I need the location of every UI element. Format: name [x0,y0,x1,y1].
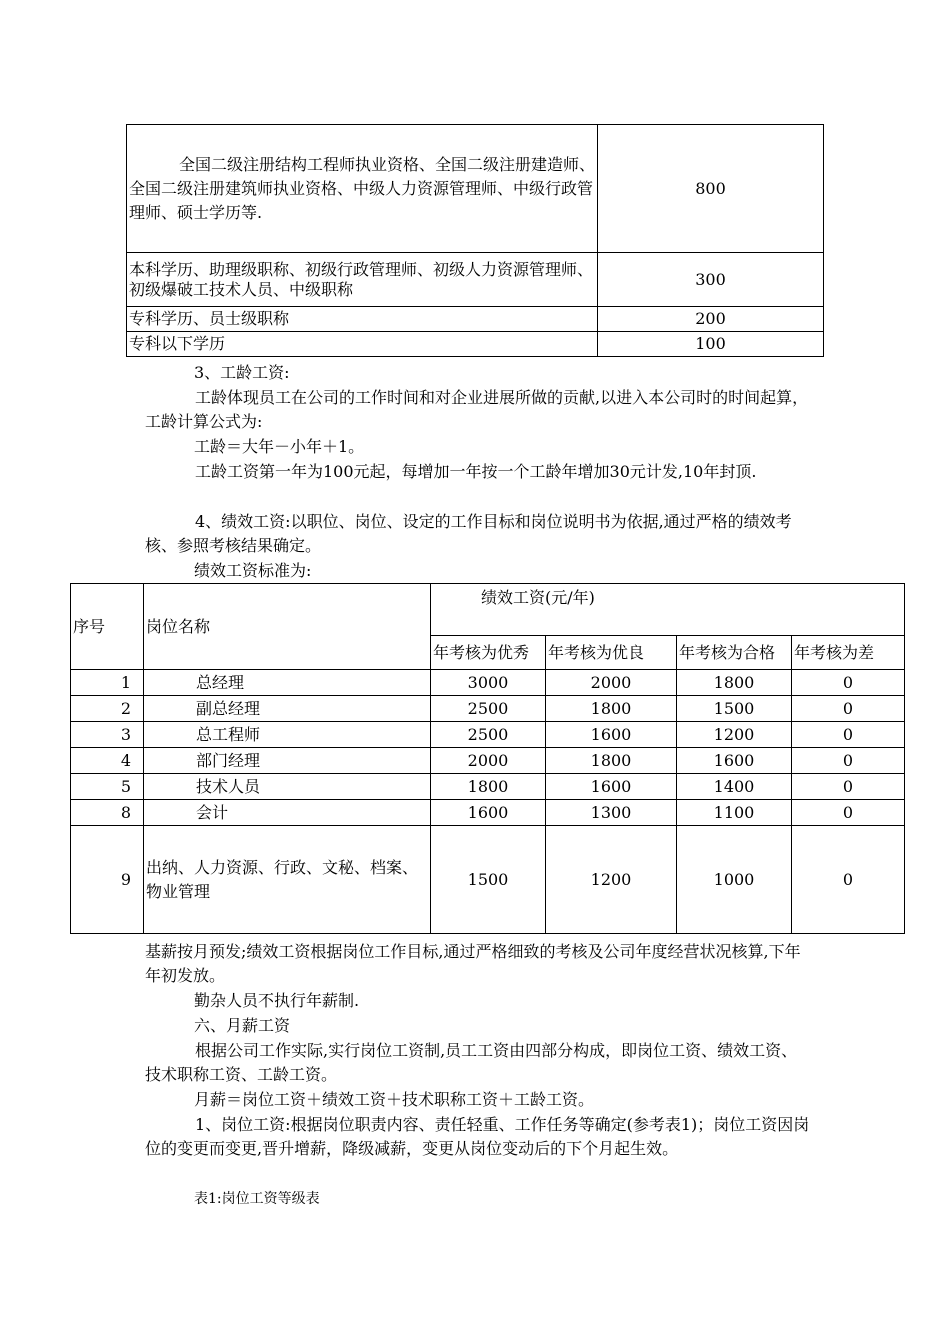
qual-desc: 专科以下学历 [127,332,598,357]
cell-excellent: 2500 [431,722,546,748]
qual-desc: 专科学历、员士级职称 [127,307,598,332]
table-row [71,826,905,934]
cell-pass: 1000 [677,826,792,934]
cell-excellent: 1800 [431,774,546,800]
cell-poor: 0 [792,748,905,774]
qualification-table [126,124,824,357]
row-name: 会计 [144,800,431,826]
table-row [71,696,905,722]
seniority-heading: 3、工龄工资: [194,363,290,382]
seniority-formula: 工龄＝大年－小年＋1。 [194,437,365,456]
row-name: 出纳、人力资源、行政、文秘、档案、物业管理 [144,826,431,934]
header-name: 岗位名称 [144,584,431,670]
performance-text: 4、绩效工资:以职位、岗位、设定的工作目标和岗位说明书为依据,通过严格的绩效考核、参照考核结果确定。 [145,512,792,555]
row-name: 技术人员 [144,774,431,800]
cell-pass: 1400 [677,774,792,800]
row-index: 3 [71,722,144,748]
table-row [71,774,905,800]
cell-poor: 0 [792,800,905,826]
row-index: 2 [71,696,144,722]
qual-value: 100 [598,332,824,357]
seniority-pay-text: 工龄工资第一年为100元起，每增加一年按一个工龄年增加30元计发,10年封顶. [195,462,757,481]
cell-good: 2000 [546,670,677,696]
monthly-basis-text: 根据公司工作实际,实行岗位工资制,员工工资由四部分构成，即岗位工资、绩效工资、技术职称工资、工龄工资。 [145,1041,798,1084]
row-index: 9 [71,826,144,934]
cell-excellent: 1600 [431,800,546,826]
table-header-row [71,584,905,636]
header-col: 年考核为合格 [677,636,792,670]
row-index: 8 [71,800,144,826]
cell-pass: 1800 [677,670,792,696]
cell-excellent: 2000 [431,748,546,774]
cell-excellent: 1500 [431,826,546,934]
cell-pass: 1100 [677,800,792,826]
qual-desc: 全国二级注册结构工程师执业资格、全国二级注册建造师、全国二级注册建筑师执业资格、中级人力资源管理师、中级行政管理师、硕士学历等. [127,125,598,253]
header-index: 序号 [71,584,144,670]
table-row [127,332,824,357]
cell-pass: 1500 [677,696,792,722]
table-row [71,722,905,748]
cell-poor: 0 [792,696,905,722]
position-pay-text: 1、岗位工资:根据岗位职责内容、责任轻重、工作任务等确定(参考表1)；岗位工资因岗位的变更而变更,晋升增薪，降级减薪，变更从岗位变动后的下个月起生效。 [145,1115,810,1158]
cell-good: 1600 [546,722,677,748]
row-name: 副总经理 [144,696,431,722]
cell-good: 1200 [546,826,677,934]
base-salary-text: 基薪按月预发;绩效工资根据岗位工作目标,通过严格细致的考核及公司年度经营状况核算,下年年初发放。 [145,942,801,985]
cell-pass: 1600 [677,748,792,774]
table-row [127,253,824,307]
row-name: 总工程师 [144,722,431,748]
cell-good: 1800 [546,748,677,774]
qual-value: 200 [598,307,824,332]
header-group: 绩效工资(元/年) [431,584,905,636]
cell-pass: 1200 [677,722,792,748]
cell-excellent: 3000 [431,670,546,696]
row-index: 1 [71,670,144,696]
cell-poor: 0 [792,670,905,696]
row-index: 5 [71,774,144,800]
header-col: 年考核为优秀 [431,636,546,670]
table-row [71,748,905,774]
seniority-text: 工龄体现员工在公司的工作时间和对企业进展所做的贡献,以进入本公司时的时间起算，工龄计算公式为: [145,388,809,431]
cell-poor: 0 [792,774,905,800]
section-six-heading: 六、月薪工资 [194,1016,291,1035]
cell-good: 1800 [546,696,677,722]
qual-value: 800 [598,125,824,253]
cell-excellent: 2500 [431,696,546,722]
header-col: 年考核为差 [792,636,905,670]
table-row [71,800,905,826]
table-row [127,307,824,332]
header-col: 年考核为优良 [546,636,677,670]
misc-staff-text: 勤杂人员不执行年薪制. [194,991,360,1010]
qual-desc: 本科学历、助理级职称、初级行政管理师、初级人力资源管理师、初级爆破工技术人员、中级职称 [127,253,598,307]
table-row [71,670,905,696]
qual-value: 300 [598,253,824,307]
cell-poor: 0 [792,722,905,748]
monthly-formula: 月薪＝岗位工资＋绩效工资＋技术职称工资＋工龄工资。 [194,1090,595,1109]
performance-table [70,583,905,934]
cell-good: 1600 [546,774,677,800]
cell-poor: 0 [792,826,905,934]
row-name: 总经理 [144,670,431,696]
row-name: 部门经理 [144,748,431,774]
table-row [127,125,824,253]
performance-standard-label: 绩效工资标准为: [194,561,312,580]
table-title: 表1:岗位工资等级表 [194,1191,320,1207]
row-index: 4 [71,748,144,774]
cell-good: 1300 [546,800,677,826]
